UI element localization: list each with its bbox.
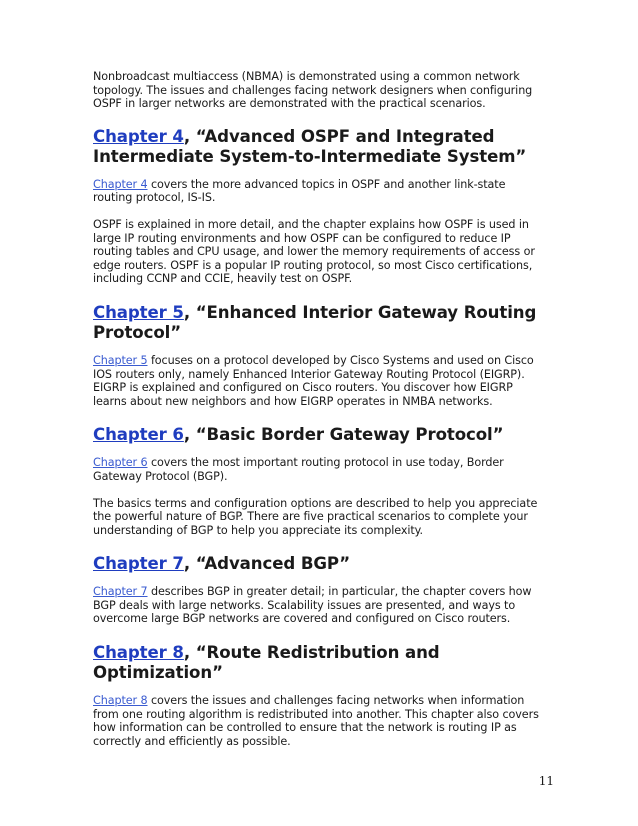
chapter-4-link[interactable]: Chapter 4 <box>93 177 148 191</box>
chapter-6-heading-link[interactable]: Chapter 6 <box>93 425 184 445</box>
section-chapter-8 <box>93 643 546 748</box>
section-heading: Chapter 8, “Route Redistribution and Optimization” <box>93 643 440 683</box>
section-chapter-4 <box>93 127 546 286</box>
section-chapter-7 <box>93 554 546 626</box>
chapter-8-heading-link[interactable]: Chapter 8 <box>93 643 184 663</box>
chapter-5-heading-link[interactable]: Chapter 5 <box>93 302 184 322</box>
section-paragraph: Chapter 6 covers the most important routing protocol in use today, Border Gateway Protocol (BGP). <box>93 456 504 483</box>
chapter-5-link[interactable]: Chapter 5 <box>93 353 148 367</box>
chapter-6-link[interactable]: Chapter 6 <box>93 456 148 470</box>
page-number: 11 <box>538 774 554 788</box>
section-paragraph: Chapter 8 covers the issues and challenges facing networks when information from one routing algorithm is redistributed into another. This chapter also covers how information can be controlled to ensure that the network is routing IP as correctly and efficiently as possible. <box>93 694 539 748</box>
section-paragraph: Chapter 4 covers the more advanced topics in OSPF and another link-state routing protocol, IS-IS. <box>93 177 506 205</box>
chapter-7-heading-link[interactable]: Chapter 7 <box>93 554 184 574</box>
chapter-4-heading-link[interactable]: Chapter 4 <box>93 126 184 146</box>
chapter-7-link[interactable]: Chapter 7 <box>93 585 148 599</box>
section-paragraph: Chapter 5 focuses on a protocol developed by Cisco Systems and used on Cisco IOS routers only, namely Enhanced Interior Gateway Routing Protocol (EIGRP). EIGRP is explained and configured on Cisco routers. You discover how EIGRP learns about new neighbors and how EIGRP operates in NMBA networks. <box>93 353 534 408</box>
section-heading: Chapter 5, “Enhanced Interior Gateway Routing Protocol” <box>93 302 537 342</box>
intro-paragraph: Nonbroadcast multiaccess (NBMA) is demonstrated using a common network topology. The issues and challenges facing network designers when configuring OSPF in larger networks are demonstrated with the practical scenarios. <box>93 70 533 111</box>
section-paragraph: Chapter 7 describes BGP in greater detail; in particular, the chapter covers how BGP deals with large networks. Scalability issues are presented, and ways to overcome large BGP networks are covered and configured on Cisco routers. <box>93 585 532 626</box>
section-heading: Chapter 4, “Advanced OSPF and Integrated Intermediate System-to-Intermediate System” <box>93 126 527 166</box>
section-paragraph: The basics terms and configuration options are described to help you appreciate the powerful nature of BGP. There are five practical scenarios to complete your understanding of BGP to help you appreciate its complexity. <box>93 496 538 537</box>
section-chapter-6 <box>93 425 546 537</box>
chapter-8-link[interactable]: Chapter 8 <box>93 694 148 708</box>
section-chapter-5 <box>93 303 546 408</box>
section-paragraph: OSPF is explained in more detail, and the chapter explains how OSPF is used in large IP routing environments and how OSPF can be configured to reduce IP routing tables and CPU usage, and lower the memory requirements of access or edge routers. OSPF is a popular IP routing protocol, so most Cisco certifications, including CCNP and CCIE, heavily test on OSPF. <box>93 217 535 286</box>
section-heading: Chapter 7, “Advanced BGP” <box>93 554 351 574</box>
section-heading: Chapter 6, “Basic Border Gateway Protocol” <box>93 425 504 445</box>
